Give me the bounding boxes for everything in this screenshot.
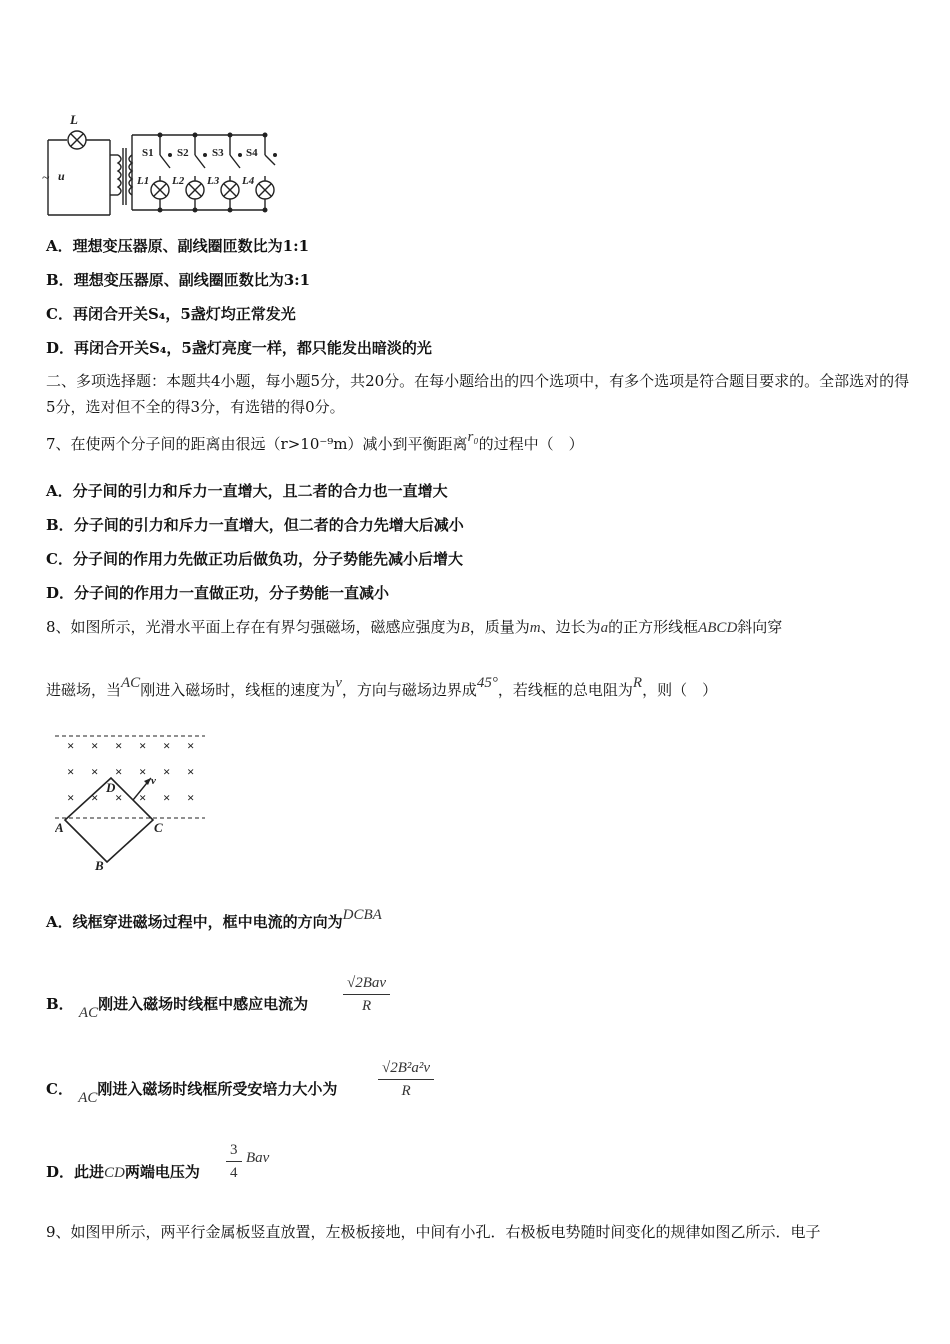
vertex-c-label: C	[154, 820, 163, 835]
vertex-a-label: A	[55, 820, 64, 835]
velocity-label: v	[151, 775, 156, 787]
q8-option-d-fraction: $\frac{3}{4}$	[226, 1139, 242, 1184]
q8-stem-line-2: 进磁场，当AC刚进入磁场时，线框的速度为v，方向与磁场边界成45°，若线框的总电阻为R，则（ ）	[46, 675, 718, 699]
q7-option-c: C．分子间的作用力先做正功后做负功，分子势能先减小后增大	[46, 550, 463, 568]
circuit-diagram	[40, 110, 290, 225]
field-cross: ×	[115, 790, 123, 805]
field-cross: ×	[163, 738, 171, 753]
q6-option-d: D．再闭合开关S₄，5盏灯亮度一样，都只能发出暗淡的光	[46, 339, 432, 357]
vertex-b-label: B	[95, 858, 104, 873]
lamp-label-4: L4	[242, 175, 255, 187]
field-cross: ×	[91, 790, 99, 805]
q7-option-a: A．分子间的引力和斥力一直增大，且二者的合力也一直增大	[46, 482, 448, 500]
q7-symbol-r0: r₀	[467, 429, 479, 445]
switch-label-1: S1	[142, 147, 154, 159]
q9-stem: 9、如图甲所示，两平行金属板竖直放置，左极板接地，中间有小孔．右极板电势随时间变化的规律如图乙所示．电子	[46, 1223, 821, 1241]
q7-option-d: D．分子间的作用力一直做正功，分子势能一直减小	[46, 584, 390, 602]
q8-option-c-fraction: $\frac{\text{√2B²a²v}}{R}$	[378, 1057, 434, 1102]
switch-label-2: S2	[177, 147, 189, 159]
field-cross: ×	[67, 764, 75, 779]
q8-option-d: D．此进CD两端电压为	[46, 1163, 200, 1181]
q8-option-b: B． AC刚进入磁场时线框中感应电流为	[46, 995, 309, 1021]
switch-label-3: S3	[212, 147, 224, 159]
q8-option-b-fraction: √2Bav R	[343, 972, 390, 1017]
vertex-d-label: D	[106, 780, 116, 795]
lamp-label-1: L1	[137, 175, 150, 187]
q6-option-a: A．理想变压器原、副线圈匝数比为1:1	[46, 237, 310, 255]
field-cross: ×	[139, 790, 147, 805]
field-cross: ×	[91, 764, 99, 779]
field-cross: ×	[115, 738, 123, 753]
field-cross: ×	[187, 738, 195, 753]
q8-option-a: A．线框穿进磁场过程中，框中电流的方向为DCBA	[46, 907, 382, 931]
field-cross: ×	[163, 764, 171, 779]
field-cross: ×	[115, 764, 123, 779]
field-cross: ×	[187, 764, 195, 779]
q8-stem-line-1: 8、如图所示，光滑水平面上存在有界匀强磁场，磁感应强度为B，质量为m、边长为a的正方形线框ABCD斜向穿	[46, 618, 783, 636]
section-2-instructions: 二、多项选择题：本题共4小题，每小题5分，共20分。在每小题给出的四个选项中，有多个选项是符合题目要求的。全部选对的得5分，选对但不全的得3分，有选错的得0分。	[46, 372, 910, 416]
field-cross: ×	[139, 764, 147, 779]
svg-text:~: ~	[42, 171, 50, 186]
source-label: u	[58, 169, 65, 183]
switch-label-4: S4	[246, 147, 258, 159]
q6-option-c: C．再闭合开关S₄，5盏灯均正常发光	[46, 305, 296, 323]
q8-option-c: C． AC刚进入磁场时线框所受安培力大小为	[46, 1080, 338, 1106]
field-cross: ×	[67, 790, 75, 805]
field-cross: ×	[163, 790, 171, 805]
lamp-label-3: L3	[207, 175, 220, 187]
lamp-label-2: L2	[172, 175, 185, 187]
q7-option-b: B．分子间的引力和斥力一直增大，但二者的合力先增大后减小	[46, 516, 464, 534]
lamp-main-label: L	[70, 112, 78, 127]
q6-option-b: B．理想变压器原、副线圈匝数比为3:1	[46, 271, 311, 289]
field-cross: ×	[139, 738, 147, 753]
field-cross: ×	[187, 790, 195, 805]
field-cross: ×	[67, 738, 75, 753]
q8-option-d-tail: Bav	[246, 1150, 270, 1166]
field-cross: ×	[91, 738, 99, 753]
magnetic-field-figure	[55, 728, 215, 873]
q7-stem: 7、在使两个分子间的距离由很远（r>10⁻⁹m）减小到平衡距离r₀的过程中（ ）	[46, 429, 584, 453]
